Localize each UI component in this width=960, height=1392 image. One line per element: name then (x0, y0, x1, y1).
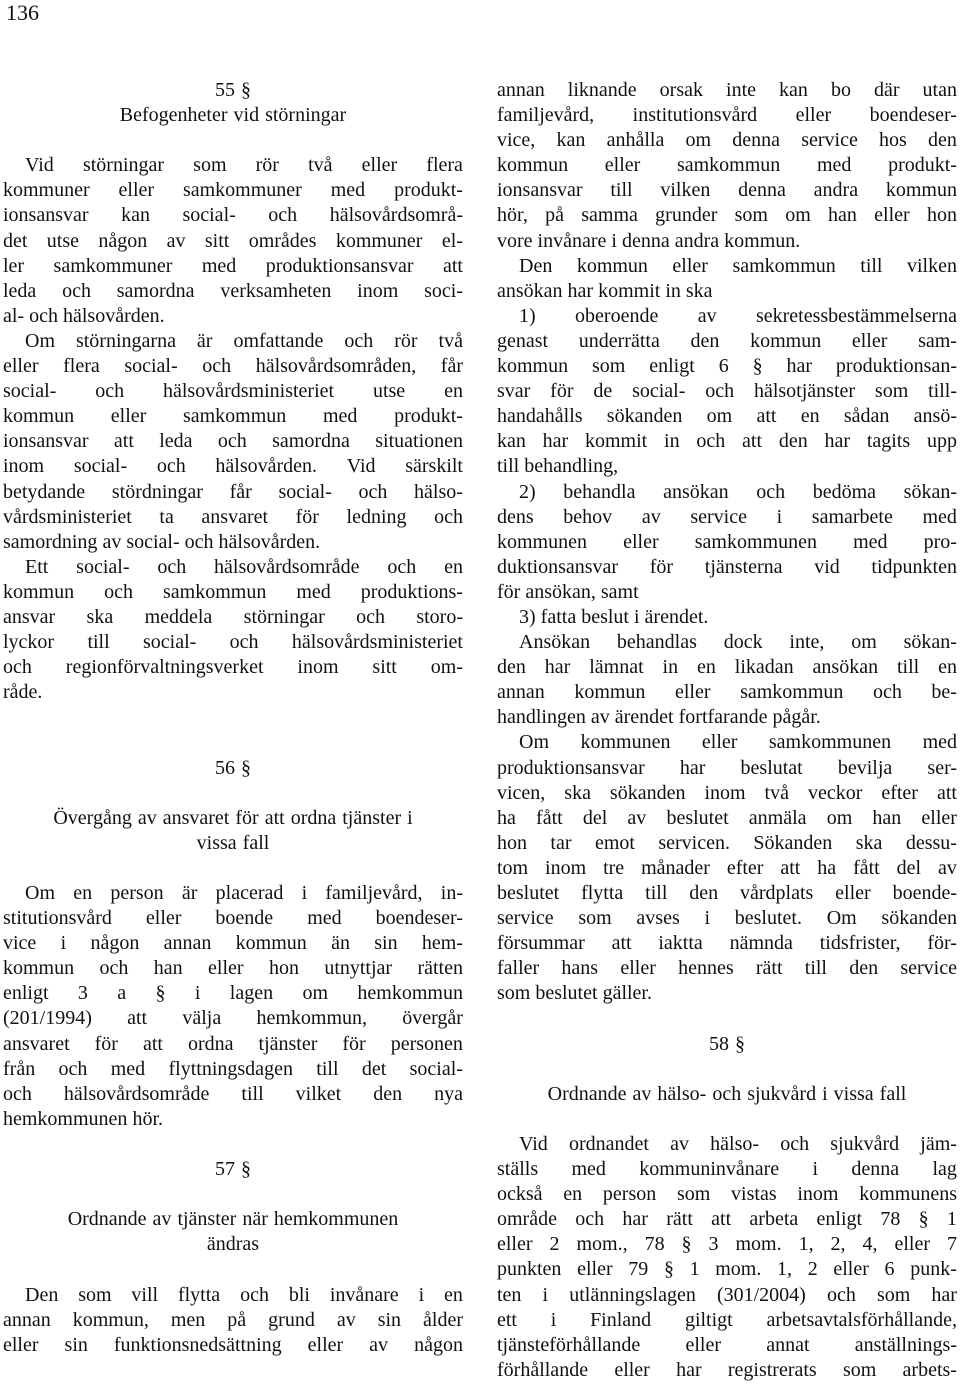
blank-line (3, 705, 463, 730)
text-line: annan liknande orsak inte kan bo där utan (497, 79, 957, 101)
section-heading-line: 57 § (215, 1158, 251, 1181)
text-line: det utse någon av sitt områdes kommuner el- (3, 229, 463, 252)
text-line: familjevård, institutionsvård eller boendeser- (497, 104, 957, 127)
text-line: eller sin funktionsnedsättning eller av någon (3, 1333, 463, 1356)
text-line: annan kommun eller samkommun och be- (497, 681, 957, 704)
text-line: Vid ordnandet av hälso- och sjukvård jäm- (519, 1132, 957, 1155)
text-line: kommun och han eller hon utnyttjar rätten (3, 957, 463, 980)
text-line: till behandling, (497, 455, 619, 478)
text-line: produktionsansvar har beslutat bevilja ser- (497, 756, 957, 779)
text-line: lyckor till social- och hälsovårdsministeriet (3, 631, 463, 654)
text-line: hon tar emot servicen. Sökanden ska dessu- (497, 831, 957, 854)
text-line: förhållande eller har registrerats som arbets- (497, 1358, 957, 1381)
text-line: handlingen av ärendet fortfarande pågår. (497, 706, 821, 729)
text-line: faller hans eller hennes rätt till den service (497, 957, 957, 980)
right-column (497, 78, 957, 1383)
text-line: kommun eller samkommun med produkt- (3, 405, 463, 428)
text-line: eller 2 mom., 78 § 3 mom. 1, 2, 4, eller 7 (497, 1233, 957, 1256)
text-line: Den kommun eller samkommun till vilken (519, 254, 957, 277)
text-line: hör, på samma grunder som om han eller hon (497, 204, 957, 227)
blank-line (3, 781, 463, 806)
blank-line (3, 1257, 463, 1282)
text-line: ansvar ska meddela störningar och storo- (3, 605, 463, 628)
text-line: försummar att iaktta nämnda tidsfrister, för- (497, 932, 957, 955)
text-line: leda och samordna verksamheten inom soci- (3, 279, 463, 302)
blank-line (497, 1057, 957, 1082)
text-line: ställs med kommuninvånare i denna lag (497, 1158, 957, 1181)
text-line: kan har kommit in och att den har tagits upp (497, 430, 957, 453)
text-line: genast underrätta den kommun eller sam- (497, 329, 957, 352)
text-line: kommun eller samkommun med produkt- (497, 154, 957, 177)
text-line: inom social- och hälsovården. Vid särskilt (3, 455, 463, 478)
text-line: vice, kan anhålla om denna service hos den (497, 129, 957, 152)
blank-line (3, 1132, 463, 1157)
text-line: för ansökan, samt (497, 580, 639, 603)
section-heading-line: vissa fall (196, 831, 270, 854)
text-line: dens behov av service i samarbete med (497, 505, 957, 528)
section-heading-line: 58 § (709, 1032, 745, 1055)
text-line: som beslutet gäller. (497, 982, 652, 1005)
text-line: enligt 3 a § i lagen om hemkommun (3, 982, 463, 1005)
section-heading-line: 56 § (215, 756, 251, 779)
text-line: hemkommunen hör. (3, 1107, 163, 1130)
text-line: punkten eller 79 § 1 mom. 1, 2 eller 6 punk- (497, 1258, 957, 1281)
section-heading-line: Befogenheter vid störningar (119, 104, 347, 127)
section-heading-line: 55 § (215, 79, 251, 101)
text-line: Om störningarna är omfattande och rör två (25, 329, 463, 352)
text-line: ansvaret för att ordna tjänster för personen (3, 1032, 463, 1055)
text-line: råde. (3, 681, 43, 704)
text-line: eller flera social- och hälsovårdsområden, får (3, 355, 463, 378)
blank-line (497, 1107, 957, 1132)
text-line: vårdsministeriet ta ansvaret för ledning och (3, 505, 463, 528)
section-heading-line: Ordnande av tjänster när hemkommunen (67, 1208, 399, 1231)
text-line: ionsansvar till vilken denna andra kommun (497, 179, 957, 202)
blank-line (3, 1182, 463, 1207)
text-line: Vid störningar som rör två eller flera (25, 154, 463, 177)
text-line: den har lämnat in en likadan ansökan till en (497, 656, 957, 679)
text-line: social- och hälsovårdsministeriet utse en (3, 380, 463, 403)
left-column (3, 78, 463, 1358)
text-line: 3) fatta beslut i ärendet. (519, 605, 709, 628)
text-line: ler samkommuner med produktionsansvar att (3, 254, 463, 277)
text-line: kommuner eller samkommuner med produkt- (3, 179, 463, 202)
text-line: ansökan har kommit in ska (497, 279, 713, 302)
text-line: service som avses i beslutet. Om sökanden (497, 907, 957, 930)
text-line: samordning av social- och hälsovården. (3, 530, 321, 553)
text-line: ionsansvar kan social- och hälsovårdsområ- (3, 204, 463, 227)
text-line: ionsansvar att leda och samordna situationen (3, 430, 463, 453)
text-line: Ansökan behandlas dock inte, om sökan- (519, 631, 957, 654)
section-heading-line: ändras (206, 1233, 260, 1256)
text-line: Ett social- och hälsovårdsområde och en (25, 555, 463, 578)
text-line: al- och hälsovården. (3, 304, 165, 327)
text-line: Den som vill flytta och bli invånare i en (25, 1283, 463, 1306)
text-line: (201/1994) att välja hemkommun, övergår (3, 1007, 463, 1030)
section-heading-line: Ordnande av hälso- och sjukvård i vissa fall (547, 1082, 907, 1105)
text-line: handahålls sökanden om att en sådan ansö- (497, 405, 957, 428)
text-line: tom inom tre månader efter att ha fått del av (497, 856, 957, 879)
text-line: stitutionsvård eller boende med boendeser- (3, 907, 463, 930)
blank-line (497, 1006, 957, 1031)
text-line: ett i Finland giltigt arbetsavtalsförhållande, (497, 1308, 957, 1331)
text-line: från och med flyttningsdagen till det social- (3, 1057, 463, 1080)
text-line: också en person som vistas inom kommunens (497, 1183, 957, 1206)
text-line: kommunen eller samkommunen med pro- (497, 530, 957, 553)
text-line: område och har rätt att arbeta enligt 78 § 1 (497, 1208, 957, 1231)
text-line: beslutet flytta till den vårdplats eller boende- (497, 882, 957, 904)
text-line: ha fått del av beslutet anmäla om han eller (497, 806, 957, 829)
text-line: och hälsovårdsområde till vilket den nya (3, 1082, 463, 1105)
section-heading-line: Övergång av ansvaret för att ordna tjänster i (53, 806, 413, 829)
text-line: och regionförvaltningsverket inom sitt om- (3, 656, 463, 679)
text-line: 1) oberoende av sekretessbestämmelserna (519, 304, 957, 327)
text-line: ten i utlänningslagen (301/2004) och som har (497, 1283, 957, 1306)
text-line: svar för de social- och hälsotjänster som till- (497, 380, 957, 403)
text-line: 2) behandla ansökan och bedöma sökan- (519, 480, 957, 503)
text-line: Om en person är placerad i familjevård, in- (25, 882, 463, 904)
text-line: betydande stördningar får social- och hälso- (3, 480, 463, 503)
text-line: vicen, ska sökanden inom två veckor efter att (497, 781, 957, 804)
text-line: tjänsteförhållande eller annat anställnings- (497, 1333, 957, 1356)
text-line: Om kommunen eller samkommunen med (519, 731, 957, 754)
blank-line (3, 856, 463, 881)
text-line: kommun och samkommun med produktions- (3, 580, 463, 603)
blank-line (3, 730, 463, 755)
text-line: kommun som enligt 6 § har produktionsan- (497, 355, 957, 378)
blank-line (3, 128, 463, 153)
text-line: vice i någon annan kommun än sin hem- (3, 932, 463, 955)
page-number: 136 (6, 0, 39, 25)
text-line: annan kommun, men på grund av sin ålder (3, 1308, 463, 1331)
text-line: vore invånare i denna andra kommun. (497, 229, 801, 252)
text-line: duktionsansvar för tjänsterna vid tidpunkten (497, 555, 957, 578)
